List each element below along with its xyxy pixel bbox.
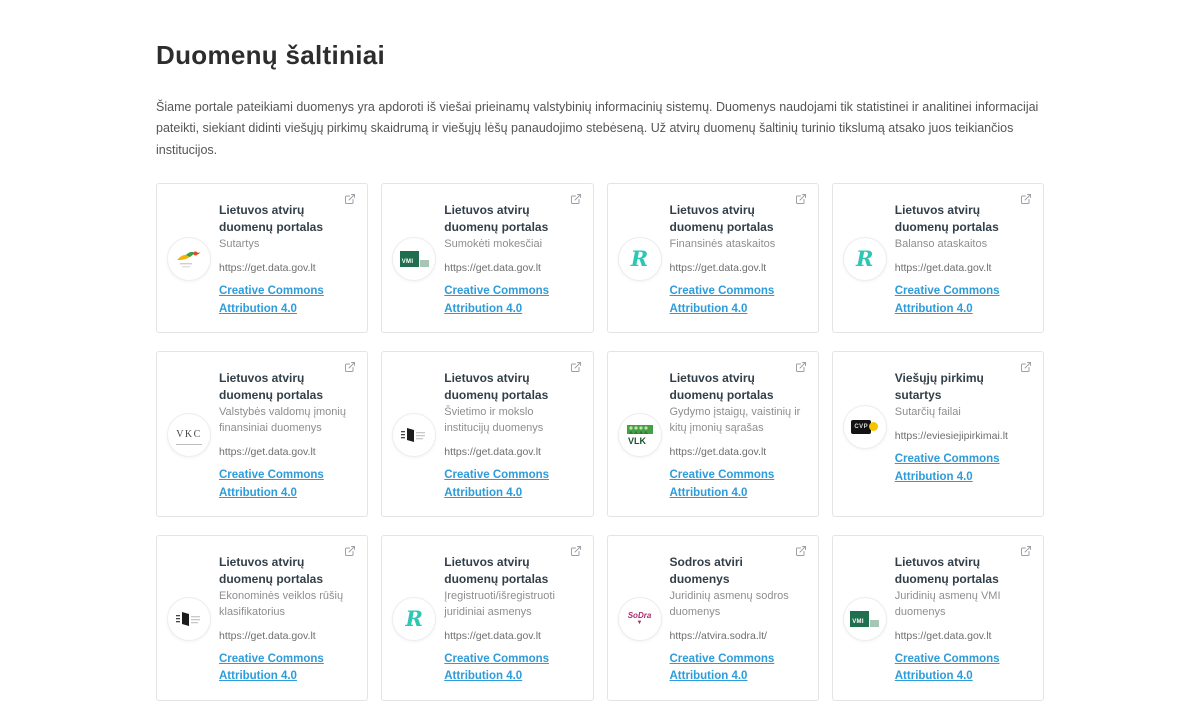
card-info [895,552,1031,686]
external-link-icon[interactable] [344,545,356,557]
license-link[interactable]: Creative Commons Attribution 4.0 [894,653,1000,683]
external-link-icon[interactable] [570,193,582,205]
card-body [618,200,806,318]
data-source-card [832,351,1044,517]
registru-centras-logo: R [618,237,662,281]
vmi-logo: VMI [843,597,887,641]
card-info [219,368,355,502]
license-link[interactable]: Creative Commons Attribution 4.0 [894,285,1000,315]
license-link[interactable]: Creative Commons Attribution 4.0 [894,453,1000,483]
data-source-card [381,535,593,701]
card-title: Lietuvos atvirų duomenų portalas [669,370,774,402]
license-link[interactable]: Creative Commons Attribution 4.0 [219,653,324,683]
card-url: https://get.data.gov.lt [894,262,992,275]
card-info [219,552,355,686]
card-body [618,552,806,686]
card-title: Lietuvos atvirų duomenų portalas [444,554,549,586]
card-subtitle: Sutartys [219,238,260,251]
external-link-icon[interactable] [795,545,807,557]
card-info [444,552,580,686]
registru-centras-logo: R [843,237,887,281]
data-source-card [381,183,593,333]
external-link-icon[interactable] [1020,361,1032,373]
card-subtitle: Sutarčių failai [894,406,961,419]
license-link[interactable]: Creative Commons Attribution 4.0 [669,285,775,315]
data-source-card [156,183,368,333]
card-body [843,200,1031,318]
card-body [618,368,806,502]
card-subtitle: Balanso ataskaitos [894,238,988,251]
card-title: Lietuvos atvirų duomenų portalas [894,554,999,586]
vlk-logo [618,413,662,457]
card-url: https://get.data.gov.lt [669,446,767,459]
card-info [895,368,1031,486]
card-subtitle: Finansinės ataskaitos [669,238,776,251]
card-title: Viešųjų pirkimų sutartys [894,370,984,402]
external-link-icon[interactable] [1020,545,1032,557]
card-info [670,552,806,686]
license-link[interactable]: Creative Commons Attribution 4.0 [219,285,324,315]
external-link-icon[interactable] [344,193,356,205]
data-source-card [607,351,819,517]
data-source-card [381,351,593,517]
cvp-logo: CVP [843,405,887,449]
external-link-icon[interactable] [344,361,356,373]
card-url: https://get.data.gov.lt [444,446,541,459]
card-body [167,200,355,318]
svis-logo [167,597,211,641]
card-url: https://atvira.sodra.lt/ [669,630,767,643]
external-link-icon[interactable] [570,545,582,557]
card-title: Lietuvos atvirų duomenų portalas [219,202,324,234]
license-link[interactable]: Creative Commons Attribution 4.0 [444,285,550,315]
card-subtitle: Švietimo ir mokslo institucijų duomenys [444,406,544,435]
card-subtitle: Ekonominės veiklos rūšių klasifikatorius [219,590,344,619]
external-link-icon[interactable] [795,193,807,205]
vkc-logo: VKC [167,413,211,457]
svg-text:VLK: VLK [627,435,646,446]
external-link-icon[interactable] [570,361,582,373]
card-subtitle: Sumokėti mokesčiai [444,238,543,251]
data-source-card [832,535,1044,701]
data-source-card [156,351,368,517]
sodra-logo: SoDra ▼ [618,597,662,641]
card-url: https://get.data.gov.lt [669,262,767,275]
data-gov-bird-logo [167,237,211,281]
card-url: https://eviesiejipirkimai.lt [894,430,1008,443]
registru-centras-logo: R [392,597,436,641]
external-link-icon[interactable] [795,361,807,373]
card-info [444,368,580,502]
card-body [843,368,1031,486]
card-subtitle: Juridinių asmenų sodros duomenys [669,590,789,619]
data-source-card [156,535,368,701]
card-info [444,200,580,318]
card-title: Lietuvos atvirų duomenų portalas [219,370,324,402]
card-title: Sodros atviri duomenys [669,554,743,586]
card-info [219,200,355,318]
license-link[interactable]: Creative Commons Attribution 4.0 [219,469,324,499]
license-link[interactable]: Creative Commons Attribution 4.0 [444,653,550,683]
card-title: Lietuvos atvirų duomenų portalas [894,202,999,234]
external-link-icon[interactable] [1020,193,1032,205]
card-subtitle: Valstybės valdomų įmonių finansiniai duomenys [219,406,346,435]
data-source-card [832,183,1044,333]
svis-logo [392,413,436,457]
card-title: Lietuvos atvirų duomenų portalas [444,202,549,234]
card-url: https://get.data.gov.lt [219,262,316,275]
card-url: https://get.data.gov.lt [219,446,316,459]
card-title: Lietuvos atvirų duomenų portalas [669,202,774,234]
card-body [392,552,580,686]
license-link[interactable]: Creative Commons Attribution 4.0 [444,469,550,499]
card-title: Lietuvos atvirų duomenų portalas [444,370,549,402]
license-link[interactable]: Creative Commons Attribution 4.0 [669,653,775,683]
card-body [392,200,580,318]
card-info [670,200,806,318]
cards-grid [156,183,1044,701]
card-subtitle: Gydymo įstaigų, vaistinių ir kitų įmonių sąrašas [669,406,801,435]
card-body [843,552,1031,686]
card-subtitle: Juridinių asmenų VMI duomenys [894,590,1001,619]
card-title: Lietuvos atvirų duomenų portalas [219,554,324,586]
card-url: https://get.data.gov.lt [219,630,316,643]
card-info [895,200,1031,318]
card-body [167,368,355,502]
card-url: https://get.data.gov.lt [894,630,992,643]
vmi-logo: VMI [392,237,436,281]
license-link[interactable]: Creative Commons Attribution 4.0 [669,469,775,499]
page-description: Šiame portale pateikiami duomenys yra apdoroti iš viešai prieinamų valstybinių informacinių sistemų. Duomenys naudojami tik statistinei ir analitinei informacijai pateikti, siekiant didinti viešųjų pirkimų skaidrumą ir viešųjų lėšų panaudojimo stebėseną. Už atvirų duomenų šaltinių turinio tikslumą atsako juos teikiančios institucijos. [156,100,1039,157]
data-source-card [607,183,819,333]
content-container [156,0,1044,701]
data-source-card [607,535,819,701]
card-info [670,368,806,502]
card-body [392,368,580,502]
card-url: https://get.data.gov.lt [444,630,541,643]
page-title: Duomenų šaltiniai [156,40,386,70]
card-body [167,552,355,686]
card-url: https://get.data.gov.lt [444,262,541,275]
card-subtitle: Įregistruoti/išregistruoti juridiniai asmenys [444,590,555,619]
